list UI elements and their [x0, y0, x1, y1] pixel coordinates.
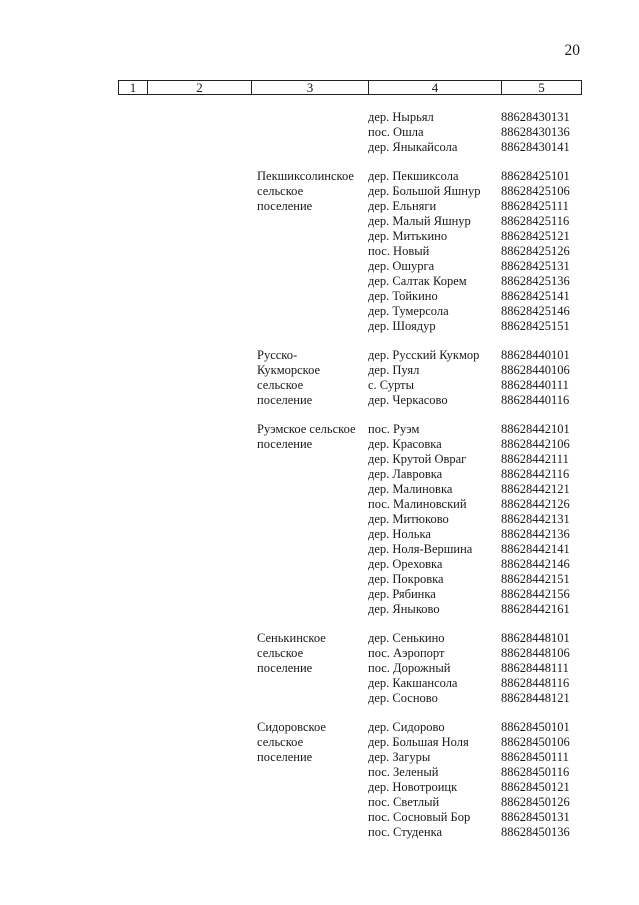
locality-list [368, 720, 582, 840]
locality-row [368, 810, 582, 825]
locality-name: дер. Яныкайсола [368, 140, 458, 154]
oktmo-code: 88628442106 [501, 437, 570, 451]
oktmo-code: 88628442121 [501, 482, 570, 496]
oktmo-code: 88628450111 [501, 750, 569, 764]
oktmo-code: 88628425106 [501, 184, 570, 198]
oktmo-code: 88628450126 [501, 795, 570, 809]
locality-name: дер. Лавровка [368, 467, 443, 481]
locality-list [368, 110, 582, 155]
oktmo-code: 88628450116 [501, 765, 570, 779]
empty-columns-1-2 [118, 631, 257, 706]
locality-row [368, 750, 582, 765]
locality-row [368, 229, 582, 244]
oktmo-code: 88628442126 [501, 497, 570, 511]
locality-name: дер. Покровка [368, 572, 444, 586]
oktmo-code: 88628450106 [501, 735, 570, 749]
oktmo-code: 88628430141 [501, 140, 570, 154]
locality-row [368, 319, 582, 334]
locality-row [368, 587, 582, 602]
oktmo-code: 88628448121 [501, 691, 570, 705]
settlement-name-line: поселение [257, 661, 313, 675]
locality-row [368, 497, 582, 512]
locality-row [368, 735, 582, 750]
settlement-name [257, 110, 368, 155]
locality-row [368, 452, 582, 467]
locality-list [368, 631, 582, 706]
settlement-name-line: Русско- [257, 348, 298, 362]
oktmo-code: 88628442101 [501, 422, 570, 436]
locality-name: дер. Ельняги [368, 199, 437, 213]
oktmo-code: 88628425111 [501, 199, 569, 213]
locality-name: пос. Новый [368, 244, 430, 258]
settlement-name [257, 169, 368, 334]
oktmo-code: 88628425121 [501, 229, 570, 243]
locality-row [368, 378, 582, 393]
locality-row [368, 691, 582, 706]
locality-name: дер. Крутой Овраг [368, 452, 467, 466]
locality-row [368, 348, 582, 363]
locality-name: пос. Дорожный [368, 661, 451, 675]
oktmo-code: 88628425151 [501, 319, 570, 333]
locality-name: дер. Пуял [368, 363, 420, 377]
settlement-name-line: Кукморское [257, 363, 321, 377]
settlement-name [257, 422, 368, 617]
empty-columns-1-2 [118, 348, 257, 408]
locality-row [368, 572, 582, 587]
oktmo-code: 88628440116 [501, 393, 570, 407]
locality-name: пос. Малиновский [368, 497, 467, 511]
oktmo-code: 88628450136 [501, 825, 570, 839]
header-cell-2: 2 [148, 81, 252, 94]
oktmo-code: 88628425101 [501, 169, 570, 183]
oktmo-code: 88628425136 [501, 274, 570, 288]
settlement-name-line: сельское [257, 735, 304, 749]
locality-name: дер. Черкасово [368, 393, 448, 407]
locality-name: пос. Студенка [368, 825, 443, 839]
locality-row [368, 542, 582, 557]
locality-row [368, 259, 582, 274]
locality-row [368, 765, 582, 780]
locality-row [368, 467, 582, 482]
locality-row [368, 646, 582, 661]
oktmo-code: 88628442136 [501, 527, 570, 541]
table-header-row [118, 80, 582, 95]
locality-name: дер. Новотроицк [368, 780, 458, 794]
locality-name: дер. Ореховка [368, 557, 443, 571]
settlement-group [118, 422, 582, 617]
oktmo-code: 88628425126 [501, 244, 570, 258]
header-cell-4: 4 [369, 81, 502, 94]
locality-name: дер. Большая Ноля [368, 735, 469, 749]
locality-row [368, 140, 582, 155]
settlement-name [257, 631, 368, 706]
oktmo-code: 88628448101 [501, 631, 570, 645]
locality-name: дер. Сосново [368, 691, 438, 705]
oktmo-code: 88628442156 [501, 587, 570, 601]
oktmo-code: 88628448116 [501, 676, 570, 690]
oktmo-code: 88628450121 [501, 780, 570, 794]
oktmo-code: 88628450131 [501, 810, 570, 824]
oktmo-code: 88628430131 [501, 110, 570, 124]
empty-columns-1-2 [118, 422, 257, 617]
locality-row [368, 125, 582, 140]
settlement-name-line: поселение [257, 750, 313, 764]
settlement-group [118, 720, 582, 840]
oktmo-code: 88628448111 [501, 661, 569, 675]
settlement-name-line: поселение [257, 393, 313, 407]
locality-name: дер. Загуры [368, 750, 431, 764]
locality-row [368, 631, 582, 646]
header-cell-5: 5 [538, 80, 545, 95]
locality-name: дер. Салтак Корем [368, 274, 467, 288]
oktmo-code: 88628442161 [501, 602, 570, 616]
oktmo-code: 88628442116 [501, 467, 570, 481]
locality-row [368, 393, 582, 408]
settlement-group [118, 169, 582, 334]
locality-name: дер. Малый Яшнур [368, 214, 471, 228]
locality-row [368, 244, 582, 259]
settlement-name-line: Руэмское сельское [257, 422, 356, 436]
locality-row [368, 676, 582, 691]
locality-row [368, 214, 582, 229]
settlement-name [257, 348, 368, 408]
locality-name: дер. Тойкино [368, 289, 438, 303]
locality-row [368, 795, 582, 810]
locality-name: дер. Нырьял [368, 110, 434, 124]
locality-name: дер. Рябинка [368, 587, 436, 601]
locality-row [368, 602, 582, 617]
oktmo-code: 88628440101 [501, 348, 570, 362]
locality-row [368, 363, 582, 378]
empty-columns-1-2 [118, 169, 257, 334]
locality-name: дер. Ошурга [368, 259, 435, 273]
locality-name: дер. Тумерсола [368, 304, 449, 318]
locality-name: пос. Зеленый [368, 765, 439, 779]
locality-row [368, 110, 582, 125]
settlement-name-line: Пекшиксолинское [257, 169, 354, 183]
header-cell-1: 1 [119, 81, 148, 94]
settlement-name [257, 720, 368, 840]
locality-list [368, 169, 582, 334]
oktmo-code: 88628430136 [501, 125, 570, 139]
locality-name: дер. Ноля-Вершина [368, 542, 473, 556]
locality-name: дер. Пекшиксола [368, 169, 459, 183]
locality-row [368, 780, 582, 795]
oktmo-code: 88628448106 [501, 646, 570, 660]
locality-row [368, 557, 582, 572]
locality-name: пос. Ошла [368, 125, 424, 139]
oktmo-code: 88628442146 [501, 557, 570, 571]
empty-columns-1-2 [118, 110, 257, 155]
locality-list [368, 348, 582, 408]
settlement-group [118, 631, 582, 706]
locality-name: пос. Сосновый Бор [368, 810, 471, 824]
settlement-name-line: Сенькинское [257, 631, 326, 645]
oktmo-code: 88628425131 [501, 259, 570, 273]
locality-row [368, 169, 582, 184]
locality-name: дер. Сенькино [368, 631, 445, 645]
settlement-name-line: поселение [257, 199, 313, 213]
locality-row [368, 527, 582, 542]
locality-name: с. Сурты [368, 378, 415, 392]
locality-row [368, 422, 582, 437]
oktmo-code: 88628442111 [501, 452, 569, 466]
oktmo-code: 88628425141 [501, 289, 570, 303]
oktmo-code: 88628440106 [501, 363, 570, 377]
locality-name: дер. Красовка [368, 437, 442, 451]
oktmo-code: 88628450101 [501, 720, 570, 734]
oktmo-code: 88628425146 [501, 304, 570, 318]
oktmo-code: 88628442141 [501, 542, 570, 556]
locality-row [368, 304, 582, 319]
locality-name: дер. Шоядур [368, 319, 436, 333]
locality-name: пос. Светлый [368, 795, 440, 809]
locality-name: дер. Митюково [368, 512, 449, 526]
empty-columns-1-2 [118, 720, 257, 840]
header-cell-3: 3 [252, 81, 369, 94]
settlement-name-line: сельское [257, 184, 304, 198]
locality-name: дер. Большой Яшнур [368, 184, 481, 198]
locality-row [368, 184, 582, 199]
locality-name: дер. Какшансола [368, 676, 458, 690]
locality-name: пос. Руэм [368, 422, 420, 436]
locality-name: дер. Яныково [368, 602, 440, 616]
locality-row [368, 720, 582, 735]
page-number: 20 [564, 42, 580, 59]
locality-row [368, 289, 582, 304]
locality-row [368, 199, 582, 214]
locality-row [368, 512, 582, 527]
locality-row [368, 825, 582, 840]
settlement-name-line: поселение [257, 437, 313, 451]
locality-list [368, 422, 582, 617]
oktmo-code: 88628442151 [501, 572, 570, 586]
settlement-name-line: сельское [257, 378, 304, 392]
settlement-name-line: Сидоровское [257, 720, 326, 734]
locality-row [368, 274, 582, 289]
oktmo-code: 88628442131 [501, 512, 570, 526]
locality-row [368, 437, 582, 452]
locality-row [368, 661, 582, 676]
settlement-name-line: сельское [257, 646, 304, 660]
locality-row [368, 482, 582, 497]
locality-name: дер. Русский Кукмор [368, 348, 480, 362]
settlement-group [118, 110, 582, 155]
locality-name: пос. Аэропорт [368, 646, 445, 660]
locality-name: дер. Нолька [368, 527, 431, 541]
settlement-table-body [118, 110, 582, 854]
locality-name: дер. Сидорово [368, 720, 445, 734]
locality-name: дер. Митькино [368, 229, 448, 243]
oktmo-code: 88628425116 [501, 214, 570, 228]
locality-name: дер. Малиновка [368, 482, 453, 496]
oktmo-code: 88628440111 [501, 378, 569, 392]
settlement-group [118, 348, 582, 408]
